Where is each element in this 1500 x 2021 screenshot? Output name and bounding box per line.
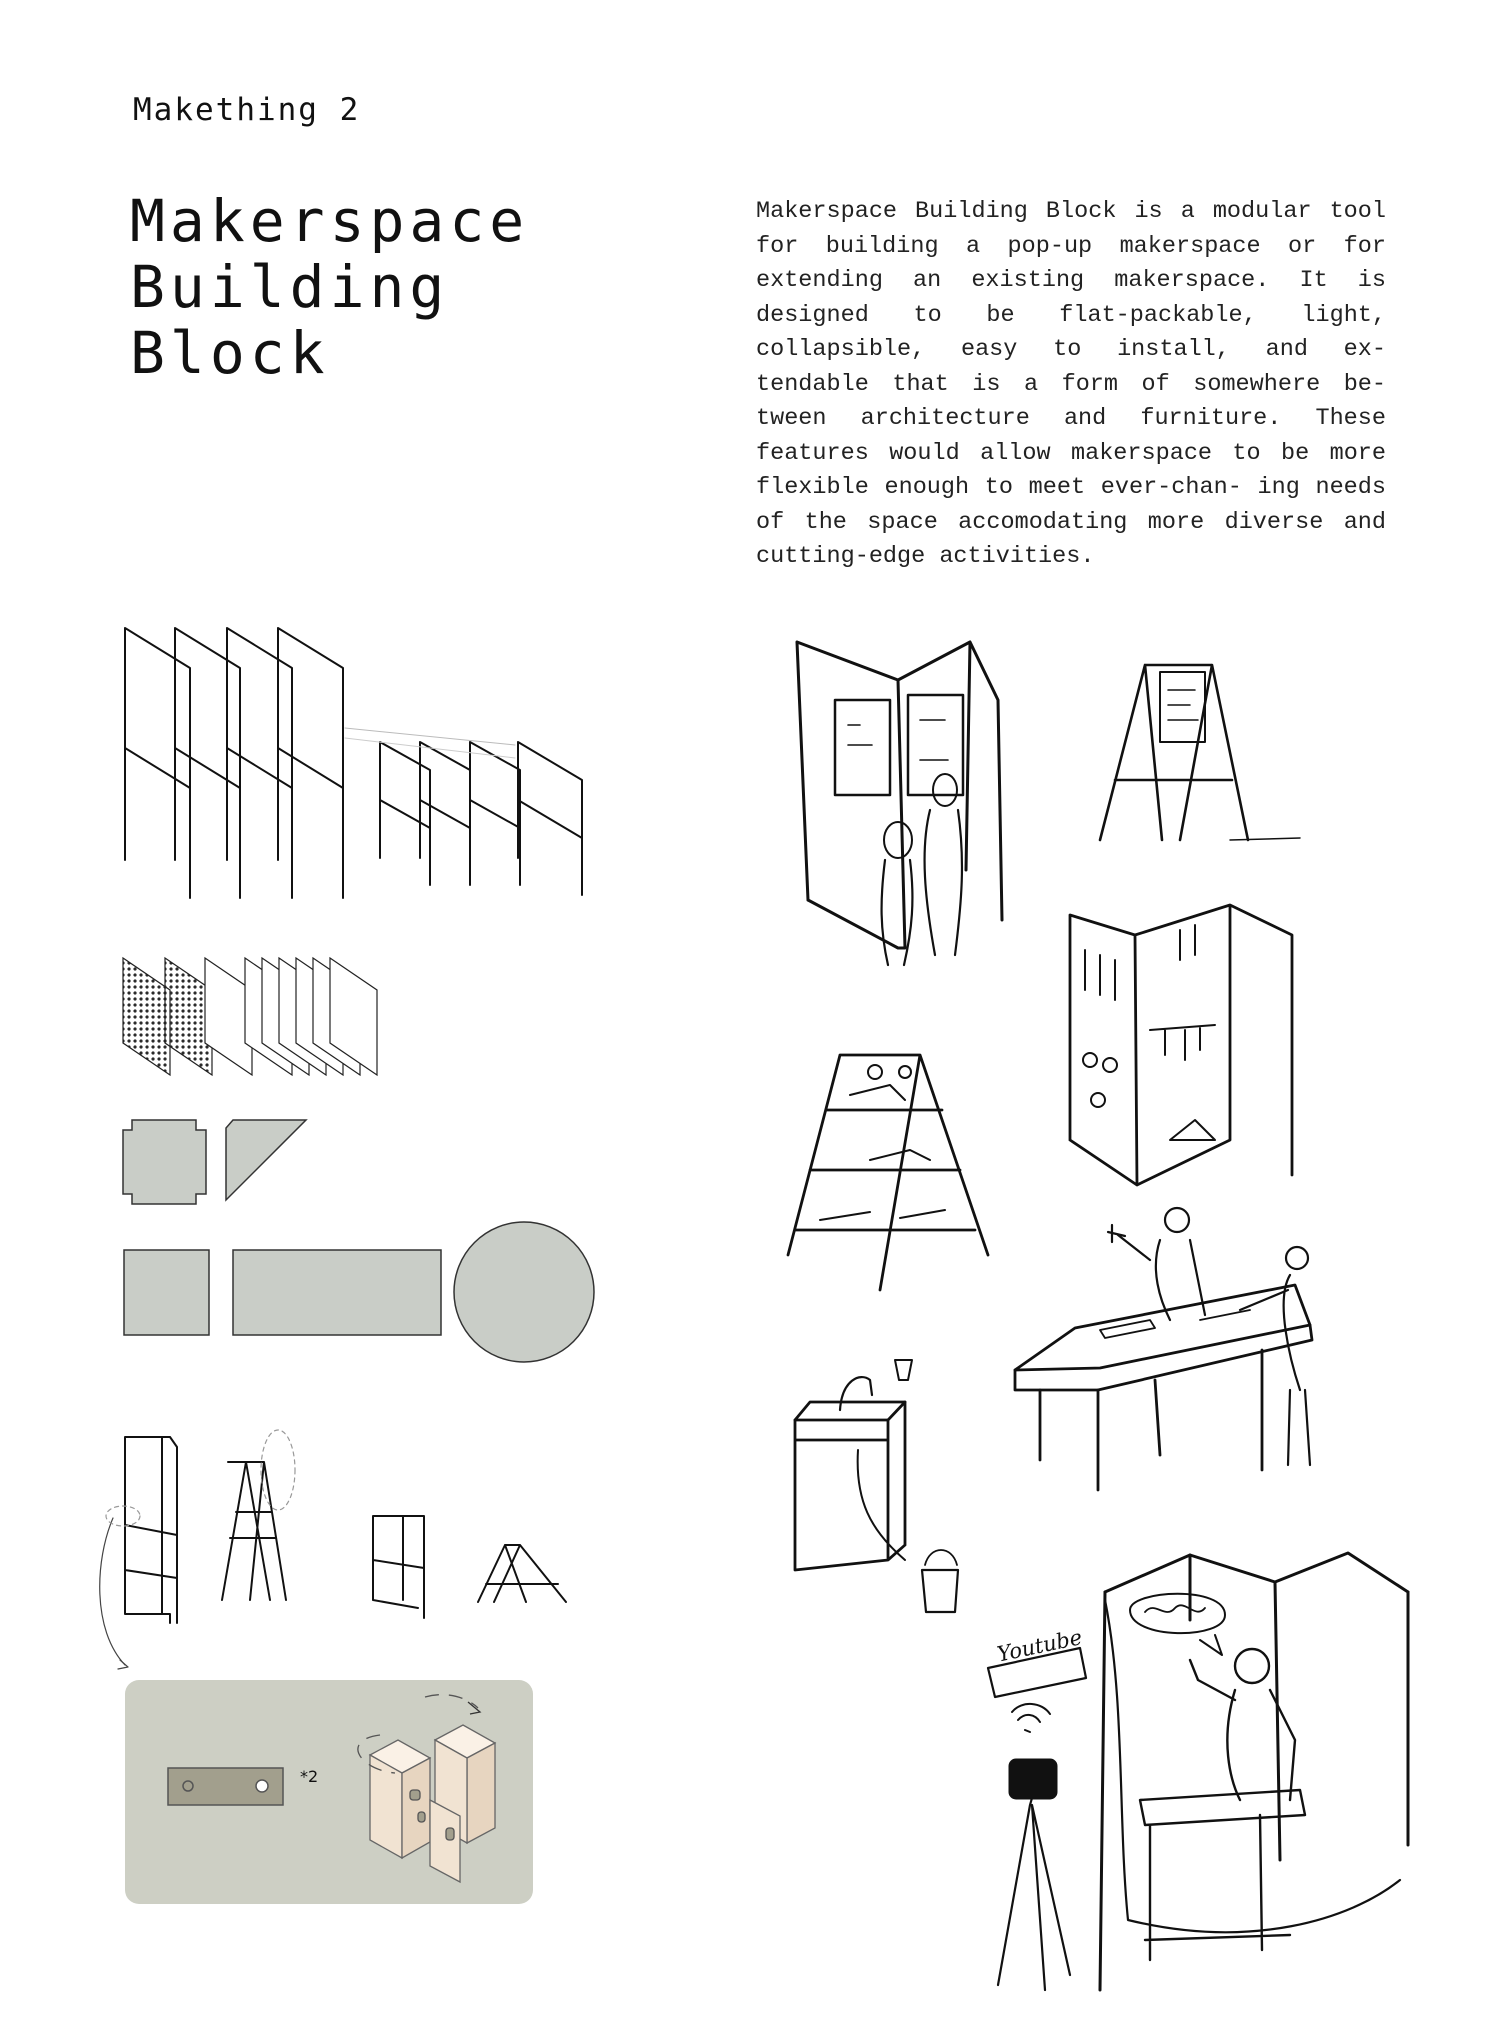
rect-shelf bbox=[233, 1250, 441, 1335]
large-frames bbox=[125, 628, 343, 898]
connector-detail-panel bbox=[125, 1680, 533, 1904]
youtube-sign-label: Youtube bbox=[995, 1625, 1085, 1667]
sketch-workbench bbox=[1015, 1208, 1312, 1490]
sketch-display-booth bbox=[797, 642, 1002, 965]
a-frame-low-config bbox=[478, 1545, 566, 1602]
title-line-3: Block bbox=[130, 319, 330, 387]
sketch-easel-board bbox=[1100, 665, 1300, 840]
sketch-shelf-unit bbox=[788, 1055, 988, 1290]
round-shelf bbox=[454, 1222, 594, 1362]
octagon-shelf bbox=[123, 1120, 206, 1204]
small-frames bbox=[380, 742, 582, 895]
sketch-video-studio bbox=[988, 1553, 1408, 1990]
frame-exploded-diagram bbox=[125, 628, 582, 898]
triangle-shelf bbox=[226, 1120, 306, 1200]
sketch-wash-station bbox=[795, 1360, 958, 1612]
title-line-1: Makerspace bbox=[130, 187, 530, 255]
shelf-shapes bbox=[123, 1120, 594, 1362]
configurations-diagram bbox=[100, 1430, 566, 1669]
square-shelf bbox=[124, 1250, 209, 1335]
connector-quantity-note: *2 bbox=[300, 1767, 319, 1786]
panel-stack-diagram bbox=[123, 958, 377, 1075]
small-shelf-config bbox=[373, 1516, 424, 1618]
sketch-tool-wall bbox=[1070, 905, 1292, 1185]
tall-shelf-config bbox=[125, 1437, 177, 1623]
title-line-2: Building bbox=[130, 253, 450, 321]
series-label: Makething 2 bbox=[133, 92, 361, 128]
description-paragraph: Makerspace Building Block is a modular tool for building a pop-up makerspace or for extending an existing makerspace. It is designed to be flat-packable, light, collapsible, easy to install, and ex- tendable that is a form of somewhere be- tween architecture and furniture. These features would allow makerspace to be more flexible enough to meet ever-chan- ing needs of the space accomodating more diverse and cutting-edge activities. bbox=[756, 198, 1386, 570]
a-frame-tall-config bbox=[222, 1462, 286, 1600]
